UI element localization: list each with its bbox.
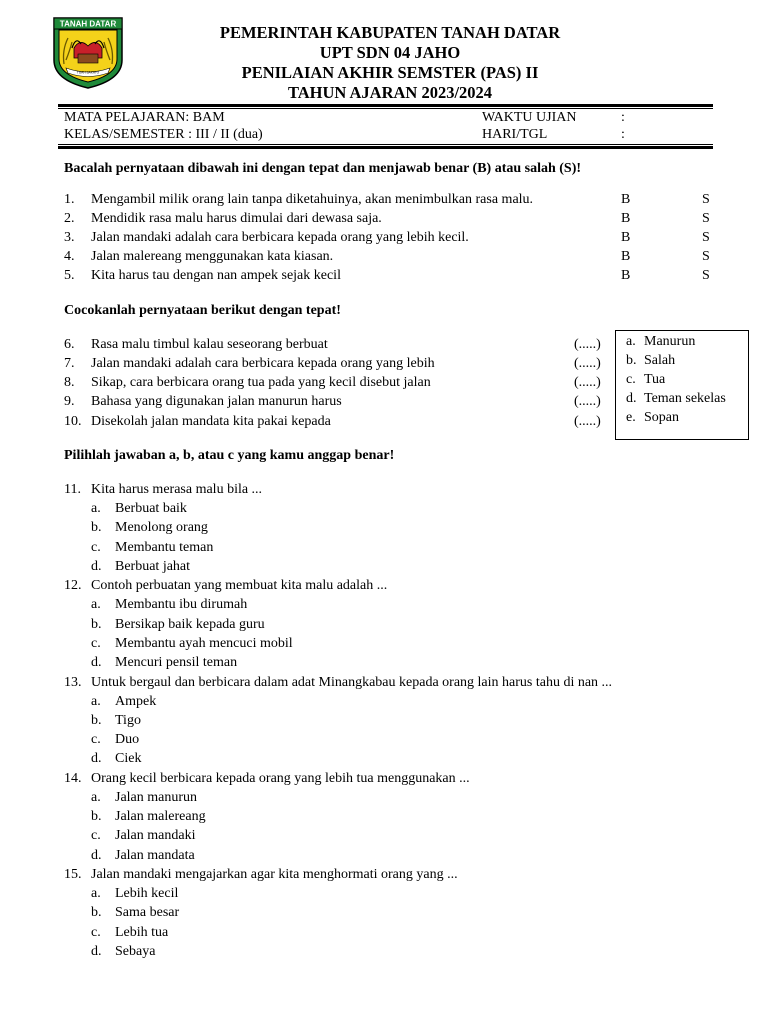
list-item: 5. Kita harus tau dengan nan ampek sejak kecil B S — [64, 268, 710, 283]
exam-time-label: WAKTU UJIAN — [482, 110, 577, 125]
exam-day-label: HARI/TGL — [482, 127, 548, 142]
option-true[interactable]: B — [621, 192, 631, 207]
header-year: TAHUN AJARAN 2023/2024 — [287, 83, 493, 102]
exam-time-colon: : — [621, 110, 625, 125]
answer-blank[interactable]: (.....) — [574, 375, 601, 390]
list-item: 10. Disekolah jalan mandata kita pakai kepada (.....) — [64, 414, 601, 429]
header-exam: PENILAIAN AKHIR SEMSTER (PAS) II — [241, 63, 539, 82]
option-false[interactable]: S — [702, 268, 710, 283]
list-item: 2. Mendidik rasa malu harus dimulai dari dewasa saja. B S — [64, 211, 710, 226]
option-false[interactable]: S — [702, 249, 710, 264]
header-rule-top-thin — [58, 108, 713, 109]
list-item: 3. Jalan mandaki adalah cara berbicara kepada orang yang lebih kecil. B S — [64, 230, 710, 245]
option-true[interactable]: B — [621, 249, 631, 264]
header-school: UPT SDN 04 JAHO — [319, 43, 461, 62]
option-false[interactable]: S — [702, 230, 710, 245]
exam-day-colon: : — [621, 127, 625, 142]
answer-blank[interactable]: (.....) — [574, 356, 601, 371]
list-item: 7. Jalan mandaki adalah cara berbicara kepada orang yang lebih (.....) — [64, 356, 601, 371]
section1-instruction: Bacalah pernyataan dibawah ini dengan tepat dan menjawab benar (B) atau salah (S)! — [64, 161, 582, 176]
subject-label: MATA PELAJARAN: BAM — [64, 110, 225, 125]
header-rule-bottom-thin — [58, 144, 713, 145]
list-item: 8. Sikap, cara berbicara orang tua pada yang kecil disebut jalan (.....) — [64, 375, 601, 390]
option-true[interactable]: B — [621, 268, 631, 283]
list-item: 4. Jalan malereang menggunakan kata kiasan. B S — [64, 249, 710, 264]
list-item: 9. Bahasa yang digunakan jalan manurun harus (.....) — [64, 394, 601, 409]
list-item: 6. Rasa malu timbul kalau seseorang berbuat (.....) — [64, 337, 601, 352]
answer-blank[interactable]: (.....) — [574, 337, 601, 352]
option-true[interactable]: B — [621, 211, 631, 226]
answer-blank[interactable]: (.....) — [574, 394, 601, 409]
option-true[interactable]: B — [621, 230, 631, 245]
header-government: PEMERINTAH KABUPATEN TANAH DATAR — [219, 23, 561, 42]
section2-instruction: Cocokanlah pernyataan berikut dengan tepat! — [64, 303, 341, 318]
section3-instruction: Pilihlah jawaban a, b, atau c yang kamu anggap benar! — [64, 448, 395, 463]
header-rule-top — [58, 104, 713, 107]
logo-ribbon-text: TUAH SAKATO — [76, 70, 100, 75]
answer-key-box: a. Manurun b. Salah c. Tua d. Teman sekelas e. Sopan — [615, 330, 749, 440]
list-item: 1. Mengambil milik orang lain tanpa diketahuinya, akan menimbulkan rasa malu. B S — [64, 192, 710, 207]
header-rule-bottom — [58, 146, 713, 149]
option-false[interactable]: S — [702, 192, 710, 207]
tanah-datar-logo — [50, 14, 126, 90]
logo-text: TANAH DATAR — [59, 19, 117, 29]
answer-blank[interactable]: (.....) — [574, 414, 601, 429]
option-false[interactable]: S — [702, 211, 710, 226]
class-semester-label: KELAS/SEMESTER : III / II (dua) — [64, 127, 263, 142]
